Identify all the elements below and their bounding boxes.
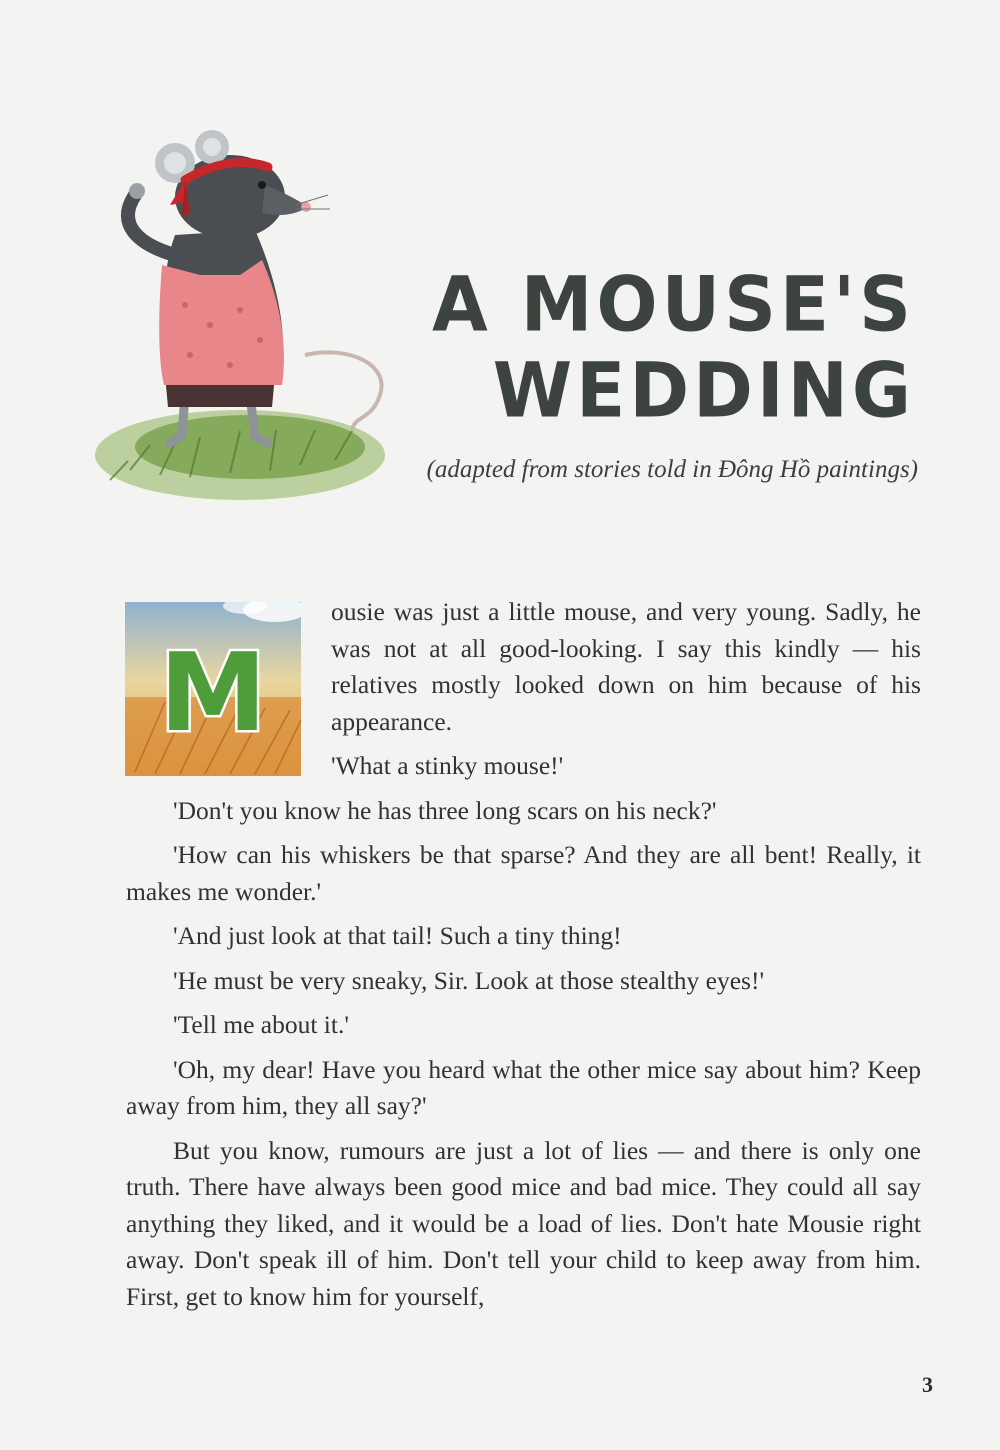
paragraph: But you know, rumours are just a lot of lies — and there is only one truth. There have always been good mice and bad mice. They could all say anything they liked, and it would be a load of lies. Don't hate Mousie right away. Don't speak ill of him. Don't tell your child to keep away from him. First, get to know him for yourself, xyxy=(126,1135,921,1311)
paragraph: 'He must be very sneaky, Sir. Look at those stealthy eyes!' xyxy=(173,965,765,995)
story-subtitle: (adapted from stories told in Đông Hồ paintings) xyxy=(426,456,918,483)
dropcap-letter: M xyxy=(159,631,267,756)
paragraph: 'What a stinky mouse!' xyxy=(331,751,564,780)
grass-patch xyxy=(95,410,385,500)
paragraph: ousie was just a little mouse, and very young. Sadly, he was not at all good-looking. I say this kindly — his relatives mostly looked down on him because of his appearance. xyxy=(331,597,921,736)
story-body xyxy=(126,594,921,1323)
page-number: 3 xyxy=(922,1372,933,1397)
mouse-illustration xyxy=(90,125,400,525)
title-line-2: WEDDING xyxy=(492,345,915,435)
title-line-1: A MOUSE'S xyxy=(431,259,915,349)
paragraph: 'Oh, my dear! Have you heard what the other mice say about him? Keep away from him, they all say?' xyxy=(126,1054,921,1120)
story-title xyxy=(431,259,915,435)
paragraph: 'And just look at that tail! Such a tiny thing! xyxy=(173,921,622,950)
paragraph: 'How can his whiskers be that sparse? And they are all bent! Really, it makes me wonder.' xyxy=(126,840,921,906)
paragraph: 'Tell me about it.' xyxy=(173,1010,349,1039)
paragraph: 'Don't you know he has three long scars on his neck?' xyxy=(173,795,717,825)
